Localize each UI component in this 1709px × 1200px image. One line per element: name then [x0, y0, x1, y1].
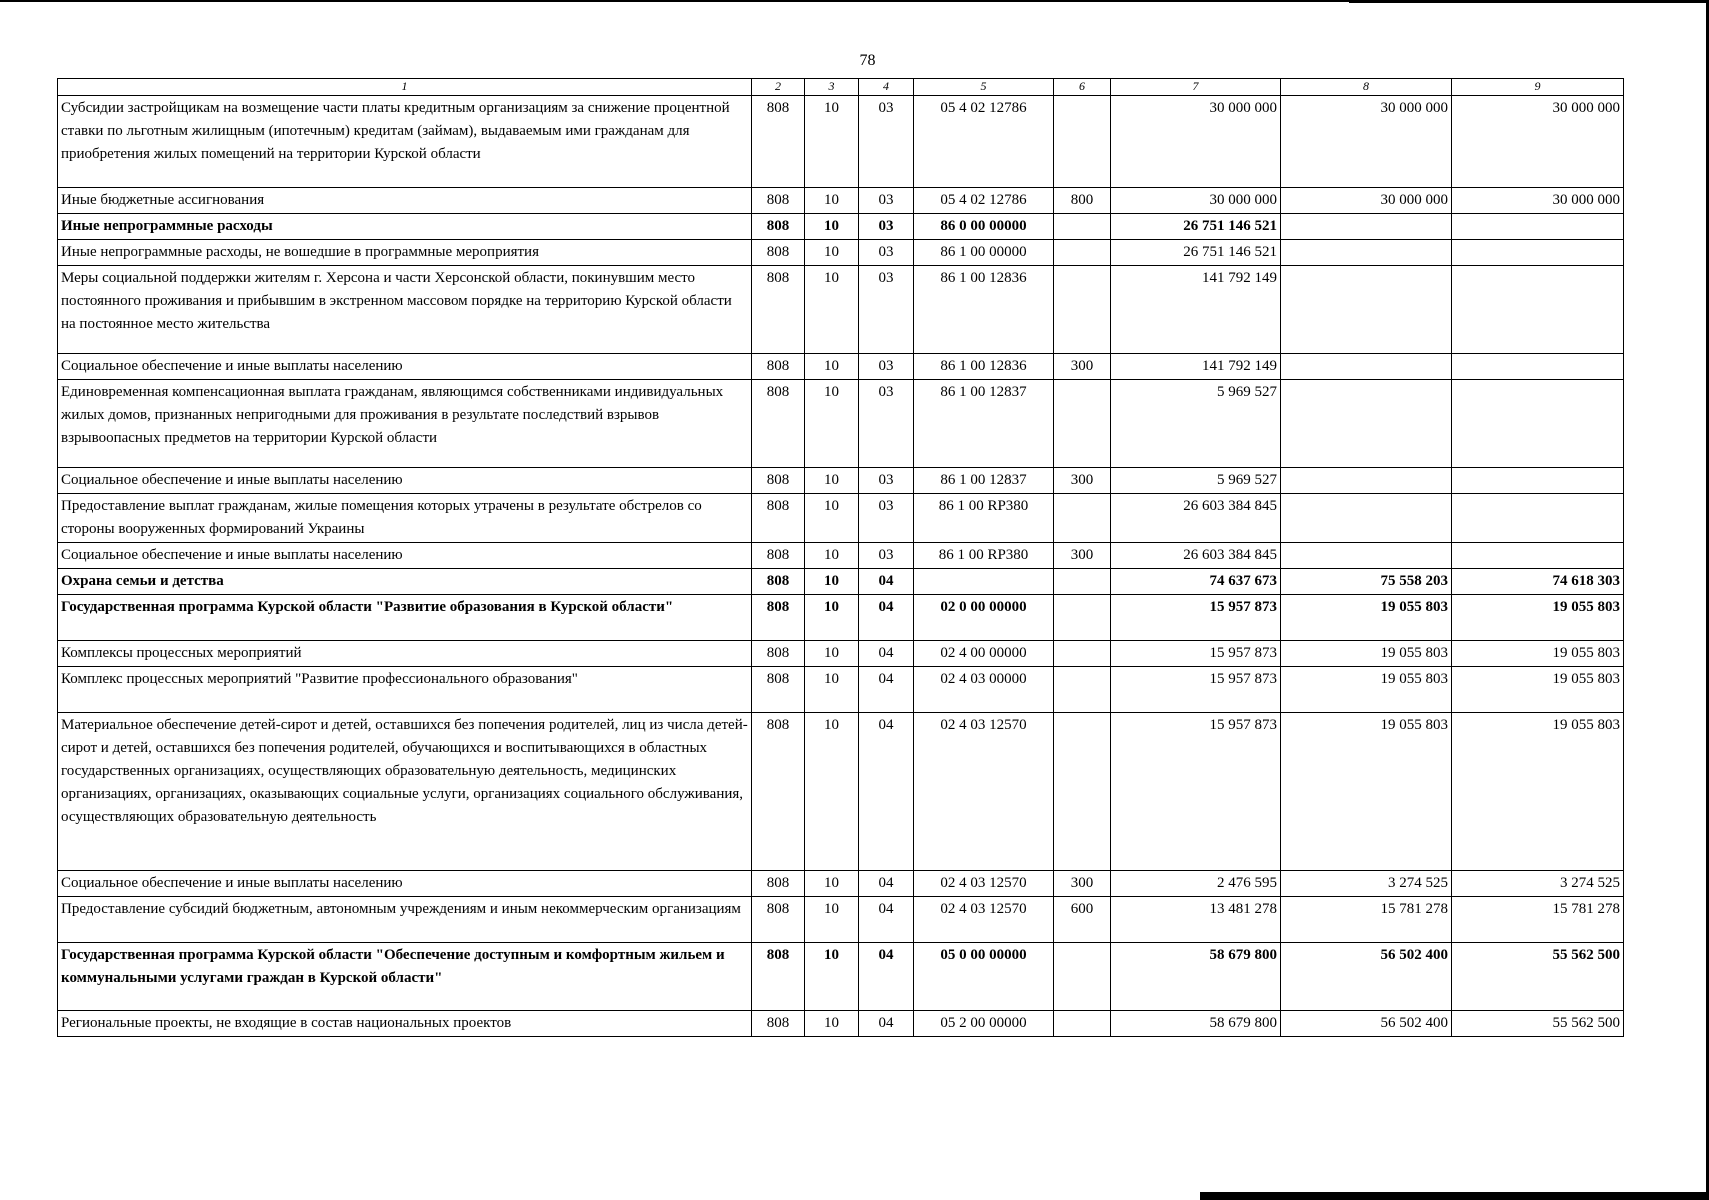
row-name: Социальное обеспечение и иные выплаты населению: [58, 543, 752, 569]
row-amount-year-3: [1452, 494, 1624, 543]
row-target-article: 86 1 00 RP380: [914, 494, 1054, 543]
row-expense-type: [1054, 641, 1111, 667]
row-target-article: 86 0 00 00000: [914, 214, 1054, 240]
table-row: [58, 188, 1624, 214]
row-amount-year-1: 30 000 000: [1111, 188, 1281, 214]
row-target-article: 02 4 03 12570: [914, 713, 1054, 871]
row-admin-code: 808: [752, 214, 805, 240]
table-row: [58, 240, 1624, 266]
table-row: [58, 641, 1624, 667]
scan-bottom-edge: [1200, 1192, 1709, 1200]
row-amount-year-1: 5 969 527: [1111, 380, 1281, 468]
table-row: [58, 543, 1624, 569]
row-amount-year-1: 15 957 873: [1111, 713, 1281, 871]
row-amount-year-3: 30 000 000: [1452, 96, 1624, 188]
budget-table: [57, 78, 1624, 1037]
row-name: Меры социальной поддержки жителям г. Херсона и части Херсонской области, покинувшим место постоянного проживания и прибывшим в экстренном массовом порядке на территорию Курской области на постоянное место жительства: [58, 266, 752, 354]
row-amount-year-3: [1452, 543, 1624, 569]
page-number: 78: [859, 52, 876, 69]
row-amount-year-1: 15 957 873: [1111, 667, 1281, 713]
row-amount-year-3: 3 274 525: [1452, 871, 1624, 897]
row-name: Социальное обеспечение и иные выплаты населению: [58, 871, 752, 897]
table-row: [58, 713, 1624, 871]
row-amount-year-2: [1281, 494, 1452, 543]
row-subsection: 04: [859, 943, 914, 1011]
row-admin-code: 808: [752, 1011, 805, 1037]
row-name: Материальное обеспечение детей-сирот и детей, оставшихся без попечения родителей, лиц из числа детей-сирот и детей, оставшихся без попечения родителей, обучающихся и воспитывающихся в областных государственных организациях, осуществляющих образовательную деятельность, медицинских организациях, организациях, оказывающих социальные услуги, организациях социального обслуживания, осуществляющих образовательную деятельность: [58, 713, 752, 871]
row-amount-year-2: 15 781 278: [1281, 897, 1452, 943]
table-row: [58, 897, 1624, 943]
row-subsection: 04: [859, 595, 914, 641]
column-header: 2: [752, 79, 805, 96]
table-row: [58, 1011, 1624, 1037]
row-amount-year-2: [1281, 266, 1452, 354]
table-row: [58, 354, 1624, 380]
row-subsection: 03: [859, 188, 914, 214]
column-number-row: [58, 79, 1624, 96]
row-admin-code: 808: [752, 380, 805, 468]
row-amount-year-1: 2 476 595: [1111, 871, 1281, 897]
row-section: 10: [805, 240, 859, 266]
row-amount-year-1: 13 481 278: [1111, 897, 1281, 943]
table-body: [58, 96, 1624, 1037]
table-row: [58, 871, 1624, 897]
row-amount-year-3: [1452, 266, 1624, 354]
row-amount-year-1: 141 792 149: [1111, 266, 1281, 354]
table-row: [58, 266, 1624, 354]
row-amount-year-2: 19 055 803: [1281, 595, 1452, 641]
row-name: Субсидии застройщикам на возмещение части платы кредитным организациям за снижение процентной ставки по льготным жилищным (ипотечным) кредитам (займам), выдаваемым ими гражданам для приобретения жилых помещений на территории Курской области: [58, 96, 752, 188]
row-amount-year-1: 30 000 000: [1111, 96, 1281, 188]
row-expense-type: [1054, 1011, 1111, 1037]
row-subsection: 03: [859, 543, 914, 569]
row-expense-type: 600: [1054, 897, 1111, 943]
row-expense-type: [1054, 96, 1111, 188]
row-section: 10: [805, 569, 859, 595]
row-target-article: 05 0 00 00000: [914, 943, 1054, 1011]
row-subsection: 03: [859, 266, 914, 354]
row-expense-type: 800: [1054, 188, 1111, 214]
row-name: Охрана семьи и детства: [58, 569, 752, 595]
row-admin-code: 808: [752, 96, 805, 188]
column-header: 4: [859, 79, 914, 96]
row-section: 10: [805, 667, 859, 713]
row-amount-year-3: 19 055 803: [1452, 641, 1624, 667]
row-amount-year-3: 19 055 803: [1452, 713, 1624, 871]
row-admin-code: 808: [752, 641, 805, 667]
row-amount-year-1: 15 957 873: [1111, 595, 1281, 641]
row-subsection: 04: [859, 641, 914, 667]
row-admin-code: 808: [752, 871, 805, 897]
row-target-article: [914, 569, 1054, 595]
row-admin-code: 808: [752, 266, 805, 354]
row-amount-year-1: 15 957 873: [1111, 641, 1281, 667]
row-target-article: 02 0 00 00000: [914, 595, 1054, 641]
row-amount-year-2: [1281, 354, 1452, 380]
row-section: 10: [805, 641, 859, 667]
row-target-article: 02 4 00 00000: [914, 641, 1054, 667]
table-row: [58, 468, 1624, 494]
column-header: 9: [1452, 79, 1624, 96]
row-section: 10: [805, 214, 859, 240]
row-section: 10: [805, 354, 859, 380]
row-subsection: 03: [859, 354, 914, 380]
row-subsection: 03: [859, 380, 914, 468]
row-expense-type: [1054, 240, 1111, 266]
row-section: 10: [805, 897, 859, 943]
row-amount-year-2: 30 000 000: [1281, 188, 1452, 214]
row-amount-year-2: [1281, 214, 1452, 240]
row-admin-code: 808: [752, 468, 805, 494]
row-expense-type: 300: [1054, 543, 1111, 569]
row-amount-year-2: [1281, 543, 1452, 569]
row-subsection: 03: [859, 96, 914, 188]
row-name: Иные непрограммные расходы, не вошедшие в программные мероприятия: [58, 240, 752, 266]
row-amount-year-2: 3 274 525: [1281, 871, 1452, 897]
row-amount-year-1: 58 679 800: [1111, 1011, 1281, 1037]
row-amount-year-3: [1452, 354, 1624, 380]
row-target-article: 86 1 00 00000: [914, 240, 1054, 266]
row-target-article: 02 4 03 00000: [914, 667, 1054, 713]
row-amount-year-2: [1281, 380, 1452, 468]
row-target-article: 05 4 02 12786: [914, 96, 1054, 188]
row-admin-code: 808: [752, 494, 805, 543]
row-amount-year-3: [1452, 468, 1624, 494]
column-header: 3: [805, 79, 859, 96]
row-amount-year-1: 26 751 146 521: [1111, 214, 1281, 240]
table-row: [58, 380, 1624, 468]
row-name: Предоставление выплат гражданам, жилые помещения которых утрачены в результате обстрелов со стороны вооруженных формирований Украины: [58, 494, 752, 543]
row-amount-year-2: 56 502 400: [1281, 1011, 1452, 1037]
table-row: [58, 569, 1624, 595]
row-amount-year-3: 55 562 500: [1452, 1011, 1624, 1037]
row-admin-code: 808: [752, 713, 805, 871]
row-section: 10: [805, 266, 859, 354]
row-section: 10: [805, 188, 859, 214]
row-section: 10: [805, 871, 859, 897]
row-name: Комплекс процессных мероприятий "Развитие профессионального образования": [58, 667, 752, 713]
row-name: Комплексы процессных мероприятий: [58, 641, 752, 667]
row-name: Единовременная компенсационная выплата гражданам, являющимся собственниками индивидуальных жилых домов, признанных непригодными для проживания в результате последствий взрывов взрывоопасных предметов на территории Курской области: [58, 380, 752, 468]
row-expense-type: [1054, 713, 1111, 871]
row-amount-year-1: 26 751 146 521: [1111, 240, 1281, 266]
row-amount-year-2: 75 558 203: [1281, 569, 1452, 595]
row-amount-year-3: 30 000 000: [1452, 188, 1624, 214]
row-name: Региональные проекты, не входящие в состав национальных проектов: [58, 1011, 752, 1037]
column-header: 1: [58, 79, 752, 96]
column-header: 6: [1054, 79, 1111, 96]
row-amount-year-3: [1452, 380, 1624, 468]
row-amount-year-3: 19 055 803: [1452, 667, 1624, 713]
row-amount-year-3: 19 055 803: [1452, 595, 1624, 641]
row-subsection: 04: [859, 713, 914, 871]
row-name: Предоставление субсидий бюджетным, автономным учреждениям и иным некоммерческим организациям: [58, 897, 752, 943]
row-name: Социальное обеспечение и иные выплаты населению: [58, 354, 752, 380]
row-section: 10: [805, 713, 859, 871]
row-section: 10: [805, 380, 859, 468]
table-row: [58, 494, 1624, 543]
row-amount-year-2: [1281, 240, 1452, 266]
column-header: 7: [1111, 79, 1281, 96]
row-target-article: 86 1 00 12837: [914, 380, 1054, 468]
row-target-article: 05 4 02 12786: [914, 188, 1054, 214]
row-amount-year-3: 15 781 278: [1452, 897, 1624, 943]
row-expense-type: [1054, 943, 1111, 1011]
row-target-article: 86 1 00 12836: [914, 266, 1054, 354]
row-amount-year-1: 58 679 800: [1111, 943, 1281, 1011]
row-section: 10: [805, 943, 859, 1011]
row-expense-type: [1054, 569, 1111, 595]
row-admin-code: 808: [752, 569, 805, 595]
row-expense-type: [1054, 494, 1111, 543]
row-admin-code: 808: [752, 188, 805, 214]
row-name: Иные непрограммные расходы: [58, 214, 752, 240]
row-expense-type: [1054, 595, 1111, 641]
row-expense-type: 300: [1054, 468, 1111, 494]
row-subsection: 03: [859, 468, 914, 494]
table-row: [58, 214, 1624, 240]
row-amount-year-2: [1281, 468, 1452, 494]
row-section: 10: [805, 543, 859, 569]
row-admin-code: 808: [752, 667, 805, 713]
row-target-article: 02 4 03 12570: [914, 897, 1054, 943]
row-amount-year-2: 19 055 803: [1281, 641, 1452, 667]
row-amount-year-3: [1452, 214, 1624, 240]
row-amount-year-1: 26 603 384 845: [1111, 543, 1281, 569]
row-subsection: 04: [859, 569, 914, 595]
row-section: 10: [805, 1011, 859, 1037]
row-amount-year-2: 19 055 803: [1281, 713, 1452, 871]
table-row: [58, 595, 1624, 641]
row-amount-year-3: [1452, 240, 1624, 266]
row-target-article: 02 4 03 12570: [914, 871, 1054, 897]
row-admin-code: 808: [752, 943, 805, 1011]
row-admin-code: 808: [752, 354, 805, 380]
row-section: 10: [805, 494, 859, 543]
column-header: 8: [1281, 79, 1452, 96]
row-admin-code: 808: [752, 543, 805, 569]
row-expense-type: [1054, 214, 1111, 240]
row-amount-year-1: 74 637 673: [1111, 569, 1281, 595]
row-section: 10: [805, 96, 859, 188]
row-target-article: 86 1 00 RP380: [914, 543, 1054, 569]
row-name: Иные бюджетные ассигнования: [58, 188, 752, 214]
row-admin-code: 808: [752, 240, 805, 266]
row-subsection: 03: [859, 494, 914, 543]
row-subsection: 04: [859, 871, 914, 897]
row-name: Государственная программа Курской области "Развитие образования в Курской области": [58, 595, 752, 641]
row-section: 10: [805, 595, 859, 641]
row-amount-year-3: 74 618 303: [1452, 569, 1624, 595]
row-subsection: 04: [859, 667, 914, 713]
row-name: Социальное обеспечение и иные выплаты населению: [58, 468, 752, 494]
row-amount-year-1: 5 969 527: [1111, 468, 1281, 494]
row-section: 10: [805, 468, 859, 494]
column-header: 5: [914, 79, 1054, 96]
table-row: [58, 96, 1624, 188]
row-amount-year-2: 19 055 803: [1281, 667, 1452, 713]
table-row: [58, 943, 1624, 1011]
row-expense-type: [1054, 380, 1111, 468]
row-target-article: 05 2 00 00000: [914, 1011, 1054, 1037]
row-target-article: 86 1 00 12836: [914, 354, 1054, 380]
row-expense-type: 300: [1054, 354, 1111, 380]
row-expense-type: [1054, 667, 1111, 713]
row-amount-year-2: 30 000 000: [1281, 96, 1452, 188]
row-expense-type: [1054, 266, 1111, 354]
row-admin-code: 808: [752, 595, 805, 641]
row-subsection: 03: [859, 240, 914, 266]
row-admin-code: 808: [752, 897, 805, 943]
row-amount-year-1: 141 792 149: [1111, 354, 1281, 380]
row-amount-year-3: 55 562 500: [1452, 943, 1624, 1011]
row-name: Государственная программа Курской области "Обеспечение доступным и комфортным жильем и коммунальными услугами граждан в Курской области": [58, 943, 752, 1011]
row-subsection: 04: [859, 1011, 914, 1037]
row-subsection: 03: [859, 214, 914, 240]
row-amount-year-1: 26 603 384 845: [1111, 494, 1281, 543]
scan-top-edge-thick: [1349, 0, 1709, 3]
row-amount-year-2: 56 502 400: [1281, 943, 1452, 1011]
row-expense-type: 300: [1054, 871, 1111, 897]
row-subsection: 04: [859, 897, 914, 943]
table-row: [58, 667, 1624, 713]
row-target-article: 86 1 00 12837: [914, 468, 1054, 494]
